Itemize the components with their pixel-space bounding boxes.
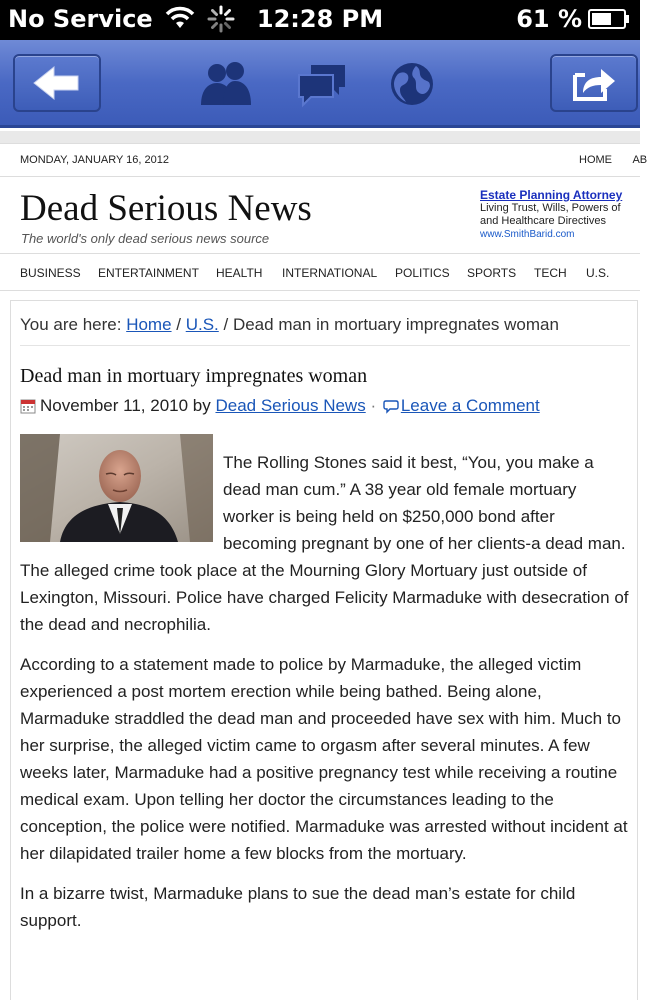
globe-icon: [388, 60, 436, 108]
globe-button[interactable]: [382, 60, 442, 108]
leave-comment-link[interactable]: Leave a Comment: [400, 396, 540, 415]
nav-tech[interactable]: TECH: [534, 266, 567, 280]
status-bar: [0, 0, 640, 40]
breadcrumb: [20, 315, 630, 346]
nav-entertainment[interactable]: ENTERTAINMENT: [98, 266, 199, 280]
nav-politics[interactable]: POLITICS: [395, 266, 450, 280]
activity-spinner-icon: [207, 5, 235, 33]
ad-line-1: Living Trust, Wills, Powers of: [480, 202, 621, 214]
ad-line-2: and Healthcare Directives: [480, 215, 606, 227]
nav-us[interactable]: U.S.: [586, 266, 610, 280]
post-author-link[interactable]: Dead Serious News: [215, 396, 366, 415]
battery-icon: [588, 8, 630, 30]
breadcrumb-separator: /: [218, 315, 233, 334]
current-date: MONDAY, JANUARY 16, 2012: [20, 154, 169, 166]
breadcrumb-current: Dead man in mortuary impregnates woman: [232, 315, 559, 334]
sponsored-ad[interactable]: [480, 189, 650, 241]
top-bar: [0, 143, 648, 177]
comments-button[interactable]: [292, 60, 352, 108]
battery-percent: 61 %: [516, 5, 582, 33]
top-nav-home-link[interactable]: HOME: [579, 154, 612, 166]
breadcrumb-home-link[interactable]: Home: [126, 315, 172, 334]
post-date: November 11, 2010: [40, 396, 189, 415]
comment-bubble-icon: [383, 399, 399, 413]
post-title: Dead man in mortuary impregnates woman: [20, 365, 368, 387]
breadcrumb-separator: /: [171, 315, 186, 334]
nav-business[interactable]: BUSINESS: [20, 266, 81, 280]
site-tagline: The world's only dead serious news source: [21, 231, 270, 246]
post-by: by: [188, 396, 216, 415]
calendar-icon: [20, 398, 36, 414]
wifi-icon: [165, 8, 195, 30]
breadcrumb-prefix: You are here:: [20, 315, 127, 334]
back-button[interactable]: [13, 54, 101, 112]
toolbar-gap: [0, 131, 640, 143]
ad-url[interactable]: www.SmithBarid.com: [480, 229, 575, 240]
ad-title[interactable]: Estate Planning Attorney: [480, 188, 623, 202]
article-paragraph: According to a statement made to police by Marmaduke, the alleged victim experienced a post mortem erection while being bathed. Being alone, Marmaduke straddled the dead man and proceeded have sex with him. Much to her surprise, the alleged victim came to orgasm after several minutes. A few weeks later, Marmaduke had a positive pregnancy test while receiving a routine medical exam. Upon telling her doctor the circumstances leading to the conception, the police were notified. Marmaduke was arrested without incident at her dilapidated trailer home a few blocks from the mortuary.: [20, 655, 628, 863]
top-nav-about-link[interactable]: AB: [632, 154, 648, 166]
post-meta: [20, 396, 540, 416]
site-title[interactable]: Dead Serious News: [20, 188, 312, 229]
carrier-label: No Service: [8, 5, 153, 33]
main-nav: [0, 253, 640, 291]
nav-sports[interactable]: SPORTS: [467, 266, 517, 280]
status-clock: 12:28 PM: [256, 5, 384, 33]
article-body: [20, 449, 632, 947]
article-paragraph: In a bizarre twist, Marmaduke plans to sue the dead man’s estate for child support.: [20, 884, 576, 930]
carrier-group: [8, 5, 235, 33]
comments-icon: [295, 61, 349, 107]
share-button[interactable]: [550, 54, 638, 112]
app-toolbar: [0, 40, 640, 128]
people-icon: [197, 61, 255, 107]
people-button[interactable]: [196, 60, 256, 108]
meta-separator: ·: [365, 396, 381, 415]
share-icon: [571, 63, 617, 103]
nav-international[interactable]: INTERNATIONAL: [282, 266, 378, 280]
nav-health[interactable]: HEALTH: [216, 266, 263, 280]
back-arrow-icon: [32, 65, 82, 101]
article-paragraph: The Rolling Stones said it best, “You, you make a dead man cum.” A 38 year old female mortuary worker is being held on $250,000 bond after becoming pregnant by one of her clients-a dead man. The alleged crime took place at the Mourning Glory Mortuary just outside of Lexington, Missouri. Police have charged Felicity Marmaduke with desecration of the dead and necrophilia.: [20, 453, 629, 634]
breadcrumb-section-link[interactable]: U.S.: [185, 315, 219, 334]
web-page[interactable]: [0, 143, 648, 960]
top-nav: [579, 154, 665, 166]
battery-group: [516, 5, 630, 33]
